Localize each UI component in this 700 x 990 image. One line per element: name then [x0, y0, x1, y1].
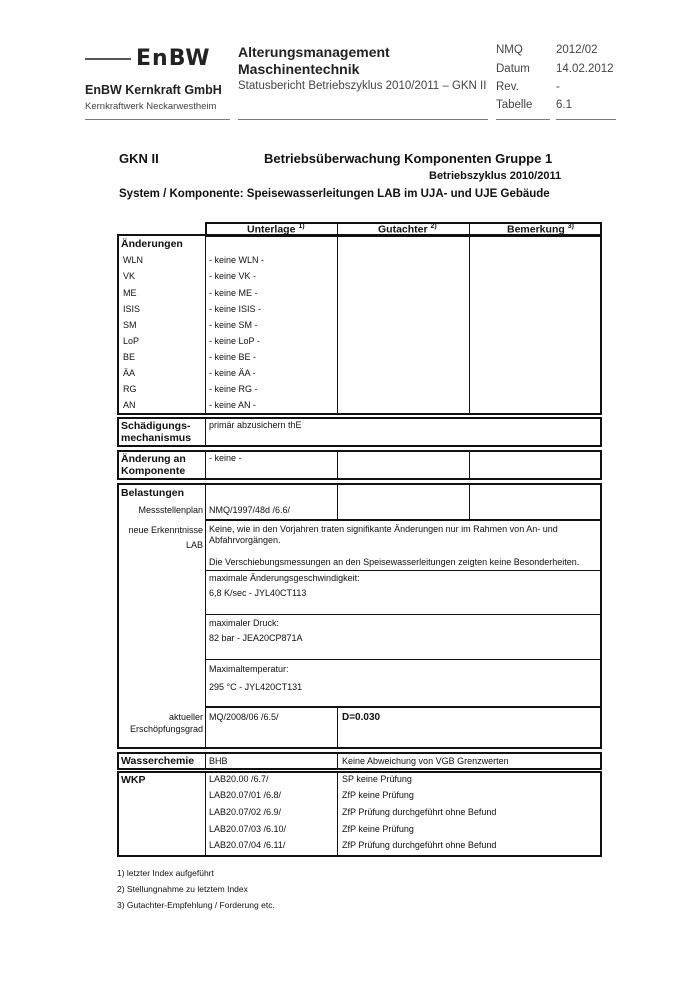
wkp-title: WKP — [121, 774, 146, 786]
aenderung-value: - keine AN - — [209, 400, 257, 410]
footnote-3: 3) Gutachter-Empfehlung / Forderung etc. — [117, 900, 275, 910]
meta-tabelle-value: 6.1 — [556, 99, 572, 111]
aenderung-value: - keine BE - — [209, 352, 257, 362]
erkenntnisse-label: neue Erkenntnisse — [128, 525, 203, 535]
col-divider — [205, 234, 206, 415]
meta-rev-label: Rev. — [496, 81, 519, 93]
schaedigung-value: primär abzusichern thE — [209, 420, 302, 430]
wkp-ref: LAB20.00 /6.7/ — [209, 774, 269, 784]
temperatur-label: Maximaltemperatur: — [209, 664, 289, 674]
aenderung-value: - keine WLN - — [209, 255, 265, 265]
enbw-logo: EnBW — [136, 46, 211, 71]
doc-heading: Betriebsüberwachung Komponenten Gruppe 1 — [264, 151, 553, 166]
aenderung-value: - keine VK - — [209, 271, 257, 281]
wasserchemie-title: Wasserchemie — [121, 755, 195, 767]
col-divider — [205, 417, 206, 447]
col-unterlage: Unterlage $^{1)}$ — [247, 223, 305, 236]
aenderung-value: - keine ME - — [209, 288, 258, 298]
header-rule-left — [85, 119, 230, 120]
row-divider — [205, 706, 601, 708]
plant-name: Kernkraftwerk Neckarwestheim — [85, 101, 217, 112]
wasserchemie-ref: BHB — [209, 756, 228, 766]
belastungen-title: Belastungen — [121, 487, 185, 499]
aenderung-komponente-section — [117, 450, 602, 480]
col-divider — [205, 483, 206, 749]
logo-rule — [85, 58, 131, 60]
meta-rev-value: - — [556, 81, 560, 93]
druck-label: maximaler Druck: — [209, 618, 280, 628]
erschoepfung-ref: MQ/2008/06 /6.5/ — [209, 712, 279, 722]
unit-label: GKN II — [119, 151, 159, 166]
col-divider — [469, 483, 470, 519]
footnote-1: 1) letzter Index aufgeführt — [117, 868, 214, 878]
row-divider — [205, 519, 601, 521]
col-divider — [337, 450, 338, 480]
row-divider — [205, 614, 601, 615]
company-name: EnBW Kernkraft GmbH — [85, 83, 222, 97]
wkp-ref: LAB20.07/02 /6.9/ — [209, 807, 282, 817]
aenderung-label: VK — [123, 271, 136, 281]
aenderung-value: - keine SM - — [209, 320, 258, 330]
aenderung-komponente-value: - keine - — [209, 453, 242, 463]
wasserchemie-value: Keine Abweichung von VGB Grenzwerten — [342, 756, 509, 766]
aenderungen-title: Änderungen — [121, 238, 183, 250]
messstellenplan-label: Messstellenplan — [138, 505, 203, 515]
aenderung-value: - keine ÄA - — [209, 368, 256, 378]
row-divider — [205, 659, 601, 660]
erschoepfung-sublabel: Erschöpfungsgrad — [129, 724, 203, 734]
meta-datum-label: Datum — [496, 63, 530, 75]
system-label: System / Komponente: Speisewasserleitungen LAB im UJA- und UJE Gebäude — [119, 188, 550, 200]
aenderung-label: ISIS — [123, 304, 141, 314]
col-divider — [205, 752, 206, 770]
wkp-value: ZfP Prüfung durchgeführt ohne Befund — [342, 840, 497, 850]
aenderung-label: AN — [123, 400, 136, 410]
aenderung-label: RG — [123, 384, 137, 394]
erkenntnisse-text-2: Die Verschiebungsmessungen an den Speisewasserleitungen zeigten keine Besonderheiten. — [209, 557, 580, 567]
report-title: Alterungsmanagement — [238, 44, 390, 60]
aenderung-label: SM — [123, 320, 137, 330]
erkenntnisse-sublabel: LAB — [185, 540, 203, 550]
messstellenplan-value: NMQ/1997/48d /6.6/ — [209, 505, 291, 515]
aenderung-label: ÄA — [123, 368, 136, 378]
col-divider — [469, 234, 470, 415]
aenderung-value: - keine RG - — [209, 384, 258, 394]
wkp-value: SP keine Prüfung — [342, 774, 412, 784]
col-divider — [337, 706, 338, 748]
meta-tabelle-label: Tabelle — [496, 99, 533, 111]
schaedigung-title: Schädigungs- mechanismus — [121, 420, 192, 444]
wkp-ref: LAB20.07/01 /6.8/ — [209, 790, 282, 800]
wkp-ref: LAB20.07/03 /6.10/ — [209, 824, 287, 834]
aenderung-value: - keine ISIS - — [209, 304, 262, 314]
cycle-label: Betriebszyklus 2010/2011 — [429, 170, 562, 182]
row-divider — [205, 570, 601, 571]
col-divider — [337, 752, 338, 770]
temperatur-value: 295 °C - JYL420CT131 — [209, 682, 303, 692]
aenderung-label: WLN — [123, 255, 143, 265]
wkp-value: ZfP keine Prüfung — [342, 790, 414, 800]
aenderungen-section — [117, 234, 602, 415]
col-divider — [205, 450, 206, 480]
belastungen-section — [117, 483, 602, 749]
wkp-value: ZfP keine Prüfung — [342, 824, 414, 834]
meta-nmq-label: NMQ — [496, 44, 523, 56]
header-rule-mid — [238, 119, 488, 120]
col-divider — [469, 450, 470, 480]
aenderung-komponente-title: Änderung an Komponente — [121, 453, 186, 477]
aenderung-label: ME — [123, 288, 137, 298]
footnote-2: 2) Stellungnahme zu letztem Index — [117, 884, 248, 894]
meta-nmq-value: 2012/02 — [556, 44, 598, 56]
header-rule-meta-value — [556, 119, 616, 120]
col-divider — [337, 234, 338, 415]
erschoepfung-label: aktueller — [168, 712, 203, 722]
erkenntnisse-text-1: Keine, wie in den Vorjahren traten signifikante Änderungen nur im Rahmen von An- und Abfahrvorgängen. — [209, 524, 558, 545]
druck-value: 82 bar - JEA20CP871A — [209, 633, 303, 643]
col-divider — [337, 771, 338, 857]
aenderung-label: BE — [123, 352, 136, 362]
aenderung-value: - keine LoP - — [209, 336, 260, 346]
erschoepfung-value: D=0.030 — [342, 712, 381, 723]
col-divider — [205, 771, 206, 857]
wkp-value: ZfP Prüfung durchgeführt ohne Befund — [342, 807, 497, 817]
col-bemerkung: Bemerkung $^{3)}$ — [507, 223, 574, 236]
col-divider — [337, 483, 338, 519]
aenderungsgeschwindigkeit-value: 6,8 K/sec - JYL40CT113 — [209, 588, 307, 598]
header-rule-meta-label — [496, 119, 550, 120]
report-subtitle: Statusbericht Betriebszyklus 2010/2011 – GKN II — [238, 80, 487, 92]
aenderungsgeschwindigkeit-label: maximale Änderungsgeschwindigkeit: — [209, 573, 360, 583]
meta-datum-value: 14.02.2012 — [556, 63, 614, 75]
aenderung-label: LoP — [123, 336, 140, 346]
report-subject: Maschinentechnik — [238, 61, 360, 77]
wkp-ref: LAB20.07/04 /6.11/ — [209, 840, 286, 850]
col-gutachter: Gutachter $^{2)}$ — [378, 223, 437, 236]
